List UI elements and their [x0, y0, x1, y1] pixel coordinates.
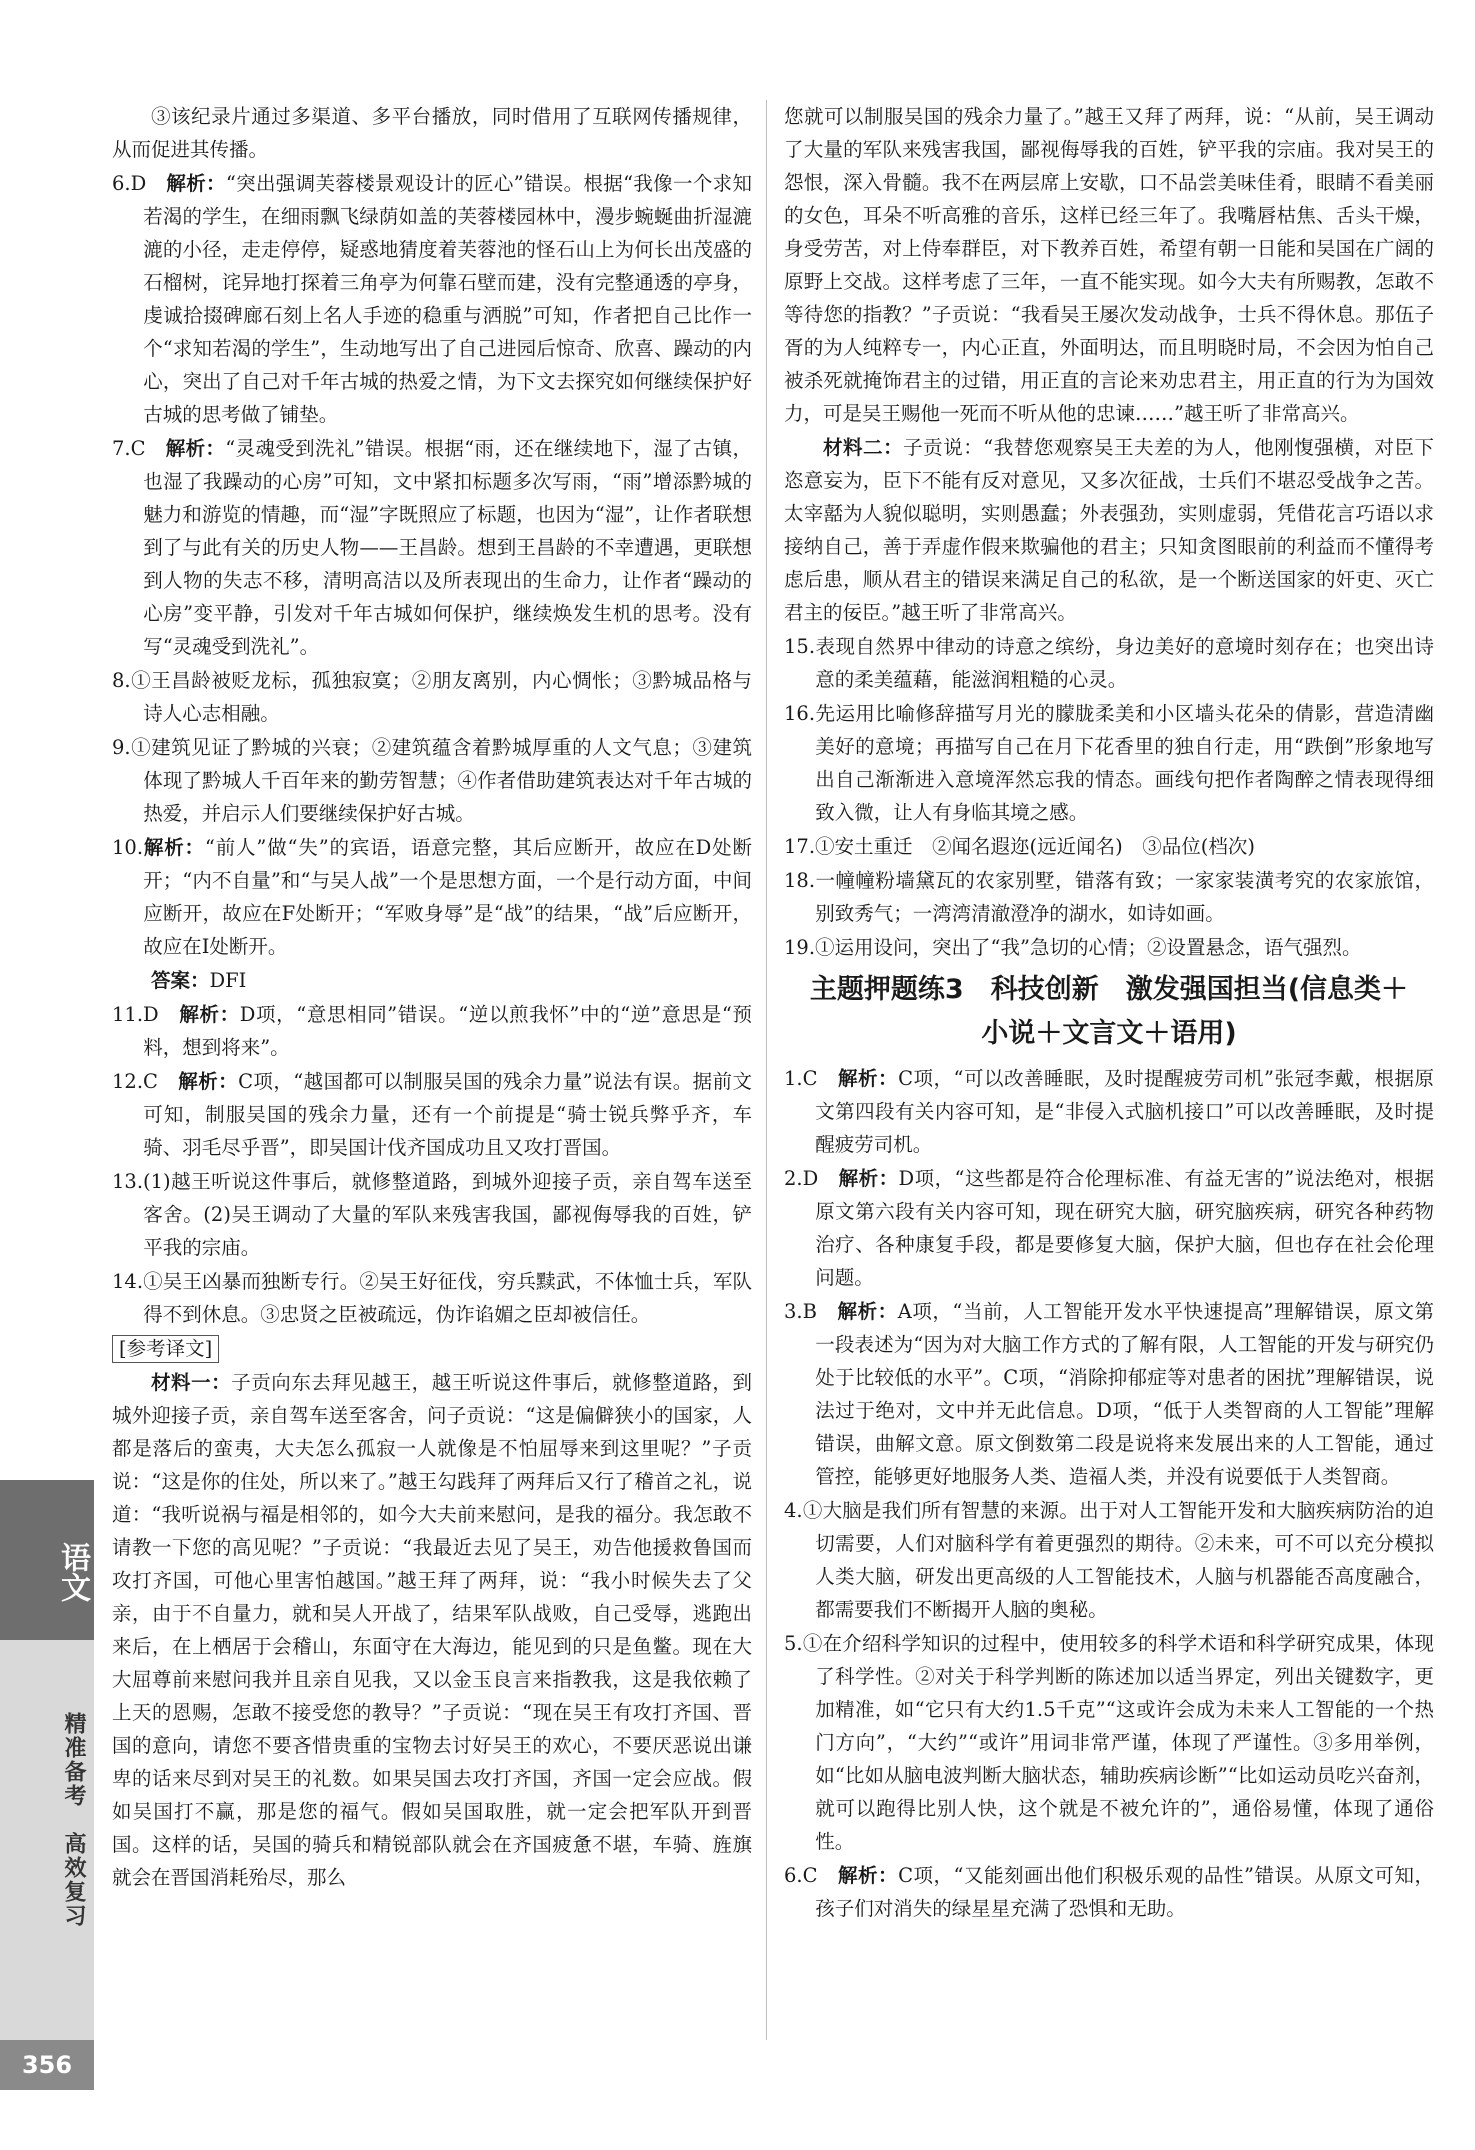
answer-item: 19.①运用设问，突出了“我”急切的心情；②设置悬念，语气强烈。 [784, 936, 1362, 959]
answer-item: 11.D 解析：D项，“意思相同”错误。“逆以煎我怀”中的“逆”意思是“预料，想到将来”。 [112, 1003, 752, 1059]
answer-item: 5.①在介绍科学知识的过程中，使用较多的科学术语和科学研究成果，体现了科学性。②对关于科学判断的陈述加以适当界定，列出关键数字，更加精准，如“它只有大约1.5千克”“这或许会成为未来人工智能的一个热门方向”，“大约”“或许”用词非常严谨，体现了严谨性。③多用举例，如“比如从脑电波判断大脑状态，辅助疾病诊断”“比如运动员吃兴奋剂，就可以跑得比别人快，这个就是不被允许的”，通俗易懂，体现了通俗性。 [784, 1632, 1434, 1853]
answer-item: 9.①建筑见证了黔城的兴衰；②建筑蕴含着黔城厚重的人文气息；③建筑体现了黔城人千百年来的勤劳智慧；④作者借助建筑表达对千年古城的热爱，并启示人们要继续保护好古城。 [112, 736, 752, 825]
section-heading: 主题押题练3 科技创新 激发强国担当(信息类＋ 小说＋文言文＋语用) [809, 974, 1409, 1049]
translation-paragraph: 材料二：子贡说：“我替您观察吴王夫差的为人，他刚愎强横，对臣下恣意妄为，臣下不能有反对意见，又多次征战，士兵们不堪忍受战争之苦。太宰嚭为人貌似聪明，实则愚蠢；外表强劲，实则虚弱，凭借花言巧语以求接纳自己，善于弄虚作假来欺骗他的君主；只知贪图眼前的利益而不懂得考虑后患，顺从君主的错误来满足自己的私欲，是一个断送国家的奸吏、灭亡君主的佞臣。”越王听了非常高兴。 [784, 436, 1434, 624]
answer-item: 2.D 解析：D项，“这些都是符合伦理标准、有益无害的”说法绝对，根据原文第六段有关内容可知，现在研究大脑，研究脑疾病，研究各种药物治疗、各种康复手段，都是要修复大脑，保护大脑，但也存在社会伦理问题。 [784, 1167, 1434, 1289]
page-number: 356 [0, 2040, 94, 2090]
column-divider [766, 100, 767, 2040]
answer-item: 18.一幢幢粉墙黛瓦的农家别墅，错落有致；一家家装潢考究的农家旅馆，别致秀气；一湾湾清澈澄净的湖水，如诗如画。 [784, 869, 1434, 925]
answer-item: 15.表现自然界中律动的诗意之缤纷，身边美好的意境时刻存在；也突出诗意的柔美蕴藉，能滋润粗糙的心灵。 [784, 635, 1434, 691]
answer-item: 12.C 解析：C项，“越国都可以制服吴国的残余力量”说法有误。据前文可知，制服吴国的残余力量，还有一个前提是“骑士锐兵弊乎齐，车骑、羽毛尽乎晋”，即吴国计伐齐国成功且又攻打晋国。 [112, 1070, 752, 1159]
answer-item: 7.C 解析：“灵魂受到洗礼”错误。根据“雨，还在继续地下，湿了古镇，也湿了我躁动的心房”可知，文中紧扣标题多次写雨，“雨”增添黔城的魅力和游览的情趣，而“湿”字既照应了标题，也因为“湿”，让作者联想到了与此有关的历史人物——王昌龄。想到王昌龄的不幸遭遇，更联想到人物的失志不移，清明高洁以及所表现出的生命力，让作者“躁动的心房”变平静，引发对千年古城如何保护，继续焕发生机的思考。没有写“灵魂受到洗礼”。 [112, 437, 752, 658]
series-title: 精准备考 高效复习 [61, 1712, 86, 1928]
answer-line: 答案：DFI [151, 969, 247, 992]
answer-item: 8.①王昌龄被贬龙标，孤独寂寞；②朋友离别，内心惆怅；③黔城品格与诗人心志相融。 [112, 669, 752, 725]
paragraph: ③该纪录片通过多渠道、多平台播放，同时借用了互联网传播规律，从而促进其传播。 [112, 105, 752, 161]
translation-paragraph: 材料一：子贡向东去拜见越王，越王听说这件事后，就修整道路，到城外迎接子贡，亲自驾车送至客舍，问子贡说：“这是偏僻狭小的国家，人都是落后的蛮夷，大夫怎么孤寂一人就像是不怕屈辱来到这里呢？”子贡说：“这是你的住处，所以来了。”越王勾践拜了两拜后又行了稽首之礼，说道：“我听说祸与福是相邻的，如今大夫前来慰问，是我的福分。我怎敢不请教一下您的高见呢？”子贡说：“我最近去见了吴王，劝告他援救鲁国而攻打齐国，可他心里害怕越国。”越王拜了两拜，说：“我小时候失去了父亲，由于不自量力，就和吴人开战了，结果军队战败，自己受辱，逃跑出来后，在上栖居于会稽山，东面守在大海边，能见到的只是鱼鳖。现在大大屈尊前来慰问我并且亲自见我，又以金玉良言来指教我，这是我依赖了上天的恩赐，怎敢不接受您的教导？”子贡说：“现在吴王有攻打齐国、晋国的意向，请您不要吝惜贵重的宝物去讨好吴王的欢心，不要厌恶说出谦卑的话来尽到对吴王的礼数。如果吴国去攻打齐国，齐国一定会应战。假如吴国打不赢，那是您的福气。假如吴国取胜，就一定会把军队开到晋国。这样的话，吴国的骑兵和精锐部队就会在齐国疲惫不堪，车骑、旌旗就会在晋国消耗殆尽，那么 [112, 1371, 752, 1889]
subject-tab: 语文 [0, 1480, 94, 1640]
answer-item: 13.(1)越王听说这件事后，就修整道路，到城外迎接子贡，亲自驾车送至客舍。(2)吴王调动了大量的军队来残害我国，鄙视侮辱我的百姓，铲平我的宗庙。 [112, 1170, 752, 1259]
answer-item: 3.B 解析：A项，“当前，人工智能开发水平快速提高”理解错误，原文第一段表述为“因为对大脑工作方式的了解有限，人工智能的开发与研究仍处于比较低的水平”。C项，“消除抑郁症等对患者的困扰”理解错误，说法过于绝对，文中并无此信息。D项，“低于人类智商的人工智能”理解错误，曲解文意。原文倒数第二段是说将来发展出来的人工智能，通过管控，能够更好地服务人类、造福人类，并没有说要低于人类智商。 [784, 1300, 1434, 1488]
left-column [112, 100, 752, 1895]
answer-item: 10.解析：“前人”做“失”的宾语，语意完整，其后应断开，故应在D处断开；“内不自量”和“与吴人战”一个是思想方面，一个是行动方面，中间应断开，故应在F处断开；“军败身辱”是“战”的结果，“战”后应断开，故应在I处断开。 [112, 836, 752, 958]
answer-item: 6.D 解析：“突出强调芙蓉楼景观设计的匠心”错误。根据“我像一个求知若渴的学生，在细雨飘飞绿荫如盖的芙蓉楼园林中，漫步蜿蜒曲折湿漉漉的小径，走走停停，疑惑地猜度着芙蓉池的怪石山上为何长出茂盛的石榴树，诧异地打探着三角亭为何靠石壁而建，没有完整通透的亭身，虔诚拾掇碑廊石刻上名人手迹的稳重与洒脱”可知，作者把自己比作一个“求知若渴的学生”，生动地写出了自己进园后惊奇、欣喜、躁动的内心，突出了自己对千年古城的热爱之情，为下文去探究如何继续保护好古城的思考做了铺垫。 [112, 172, 752, 426]
translation-paragraph: 您就可以制服吴国的残余力量了。”越王又拜了两拜，说：“从前，吴王调动了大量的军队来残害我国，鄙视侮辱我的百姓，铲平我的宗庙。我对吴王的怨恨，深入骨髓。我不在两层席上安歇，口不品尝美味佳肴，眼睛不看美丽的女色，耳朵不听高雅的音乐，这样已经三年了。我嘴唇枯焦、舌头干燥，身受劳苦，对上侍奉群臣，对下教养百姓，希望有朝一日能和吴国在广阔的原野上交战。这样考虑了三年，一直不能实现。如今大夫有所赐教，怎敢不等待您的指教？”子贡说：“我看吴王屡次发动战争，士兵不得休息。那伍子胥的为人纯粹专一，内心正直，外面明达，而且明晓时局，不会因为怕自己被杀死就掩饰君主的过错，用正直的言论来劝忠君主，用正直的行为为国效力，可是吴王赐他一死而不听从他的忠谏……”越王听了非常高兴。 [784, 105, 1434, 425]
answer-item: 16.先运用比喻修辞描写月光的朦胧柔美和小区墙头花朵的倩影，营造清幽美好的意境；再描写自己在月下花香里的独自行走，用“跌倒”形象地写出自己渐渐进入意境浑然忘我的情态。画线句把作者陶醉之情表现得细致入微，让人有身临其境之感。 [784, 702, 1434, 824]
answer-item: 1.C 解析：C项，“可以改善睡眠，及时提醒疲劳司机”张冠李戴，根据原文第四段有关内容可知，是“非侵入式脑机接口”可以改善睡眠，及时提醒疲劳司机。 [784, 1067, 1434, 1156]
side-tab [0, 1480, 94, 2090]
answer-item: 17.①安土重迁 ②闻名遐迩(远近闻名) ③品位(档次) [784, 835, 1255, 858]
answer-item: 6.C 解析：C项，“又能刻画出他们积极乐观的品性”错误。从原文可知，孩子们对消失的绿星星充满了恐惧和无助。 [784, 1864, 1434, 1920]
right-column [784, 100, 1434, 1926]
answer-item: 14.①吴王凶暴而独断专行。②吴王好征伐，穷兵黩武，不体恤士兵，军队得不到休息。③忠贤之臣被疏远，伪诈谄媚之臣却被信任。 [112, 1270, 752, 1326]
answer-item: 4.①大脑是我们所有智慧的来源。出于对人工智能开发和大脑疾病防治的迫切需要，人们对脑科学有着更强烈的期待。②未来，可不可以充分模拟人类大脑，研发出更高级的人工智能技术，人脑与机器能否高度融合，都需要我们不断揭开人脑的奥秘。 [784, 1499, 1434, 1621]
reference-translation-label: [参考译文] [112, 1332, 752, 1365]
